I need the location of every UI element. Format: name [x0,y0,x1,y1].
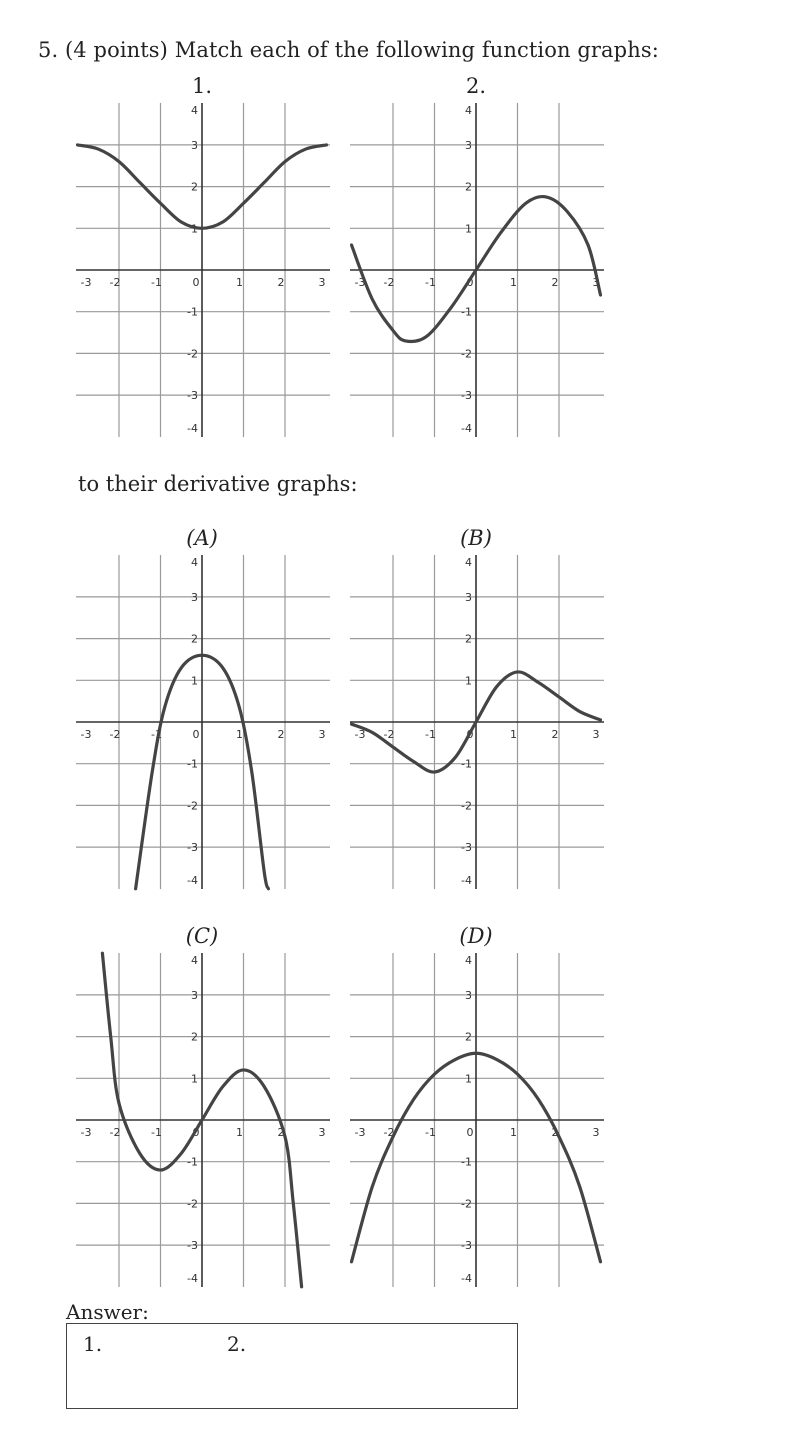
graph-caption-d: (D) [459,924,493,948]
x-tick-label: 0 [192,276,200,289]
x-tick-label: -3 [354,276,366,289]
y-tick-label: 4 [465,104,472,117]
x-tick-label: 0 [192,1126,200,1139]
x-tick-label: 2 [277,728,285,741]
y-tick-label: 4 [191,954,198,967]
y-tick-label: -1 [461,1155,472,1169]
x-tick-label: -3 [354,1126,366,1139]
x-tick-label: -2 [383,1126,395,1139]
y-tick-label: 1 [465,674,472,688]
x-tick-label: -3 [80,276,92,289]
x-tick-label: -1 [425,1126,436,1139]
y-tick-label: -2 [187,1197,198,1211]
y-tick-label: -1 [461,757,472,771]
y-tick-label: 4 [191,104,198,117]
y-tick-label: 2 [191,180,198,194]
x-tick-label: -2 [383,276,395,289]
answer-label: Answer: [66,1300,149,1324]
y-tick-label: -3 [187,1239,198,1253]
y-tick-label: 3 [465,988,472,1002]
y-tick-label: 2 [465,1030,472,1044]
y-tick-label: -1 [187,1155,198,1169]
x-tick-label: 2 [277,276,285,289]
y-tick-label: -2 [461,347,472,361]
y-tick-label: 2 [465,180,472,194]
y-tick-label: 1 [465,1072,472,1086]
x-tick-label: 0 [466,728,474,741]
question-text: 5. (4 points) Match each of the following function graphs: [38,38,659,62]
y-tick-label: 4 [465,954,472,967]
x-tick-label: 1 [510,728,517,741]
function-graph-1 [76,100,330,440]
y-tick-label: 1 [191,222,198,236]
x-tick-label: 1 [510,1126,517,1139]
y-tick-label: 1 [191,1072,198,1086]
y-tick-label: -3 [187,841,198,855]
x-tick-label: -1 [151,728,162,741]
x-tick-label: 2 [551,728,559,741]
graph-caption-2: 2. [465,74,487,98]
function-graph-2 [350,100,604,440]
y-tick-label: -4 [461,1272,472,1285]
graph-caption-b: (B) [460,526,492,550]
y-tick-label: -3 [461,389,472,403]
x-tick-label: 0 [466,276,474,289]
y-tick-label: -1 [461,305,472,319]
x-tick-label: 3 [592,728,600,741]
answer-item-1: 1. [83,1332,103,1356]
y-tick-label: -2 [187,347,198,361]
y-tick-label: -4 [461,874,472,887]
y-tick-label: 4 [465,556,472,569]
y-tick-label: -1 [187,757,198,771]
x-tick-label: 0 [466,1126,474,1139]
y-tick-label: 3 [465,138,472,152]
y-tick-label: 3 [191,138,198,152]
intro-text: to their derivative graphs: [78,472,358,496]
y-tick-label: 3 [465,590,472,604]
y-tick-label: -4 [187,1272,198,1285]
x-tick-label: -1 [425,276,436,289]
x-tick-label: -1 [151,1126,162,1139]
answer-box[interactable] [66,1323,518,1409]
y-tick-label: 4 [191,556,198,569]
x-tick-label: -2 [109,1126,121,1139]
y-tick-label: -2 [461,799,472,813]
x-tick-label: 3 [318,276,326,289]
x-tick-label: 1 [236,276,243,289]
derivative-graph-b [350,552,604,892]
x-tick-label: 2 [551,276,559,289]
derivative-graph-a [76,552,330,892]
x-tick-label: 2 [277,1126,285,1139]
x-tick-label: 3 [318,1126,326,1139]
y-tick-label: -2 [187,799,198,813]
x-tick-label: 1 [236,728,243,741]
graph-caption-a: (A) [186,526,218,550]
y-tick-label: 2 [191,1030,198,1044]
y-tick-label: -3 [187,389,198,403]
x-tick-label: -3 [80,1126,92,1139]
y-tick-label: 1 [191,674,198,688]
graph-caption-1: 1. [191,74,213,98]
y-tick-label: -4 [461,422,472,435]
x-tick-label: -2 [109,276,121,289]
x-tick-label: -1 [151,276,162,289]
x-tick-label: 3 [592,276,600,289]
x-tick-label: -1 [425,728,436,741]
y-tick-label: -4 [187,874,198,887]
y-tick-label: 3 [191,590,198,604]
answer-item-2: 2. [227,1332,247,1356]
x-tick-label: -2 [383,728,395,741]
y-tick-label: 2 [191,632,198,646]
y-tick-label: -3 [461,1239,472,1253]
y-tick-label: 3 [191,988,198,1002]
x-tick-label: 0 [192,728,200,741]
x-tick-label: 1 [236,1126,243,1139]
x-tick-label: 2 [551,1126,559,1139]
x-tick-label: -2 [109,728,121,741]
y-tick-label: -2 [461,1197,472,1211]
x-tick-label: 3 [592,1126,600,1139]
y-tick-label: -4 [187,422,198,435]
x-tick-label: 1 [510,276,517,289]
y-tick-label: 1 [465,222,472,236]
x-tick-label: -3 [80,728,92,741]
y-tick-label: 2 [465,632,472,646]
graph-caption-c: (C) [185,924,219,948]
x-tick-label: 3 [318,728,326,741]
derivative-graph-c [76,950,330,1290]
y-tick-label: -3 [461,841,472,855]
x-tick-label: -3 [354,728,366,741]
derivative-graph-d [350,950,604,1290]
y-tick-label: -1 [187,305,198,319]
